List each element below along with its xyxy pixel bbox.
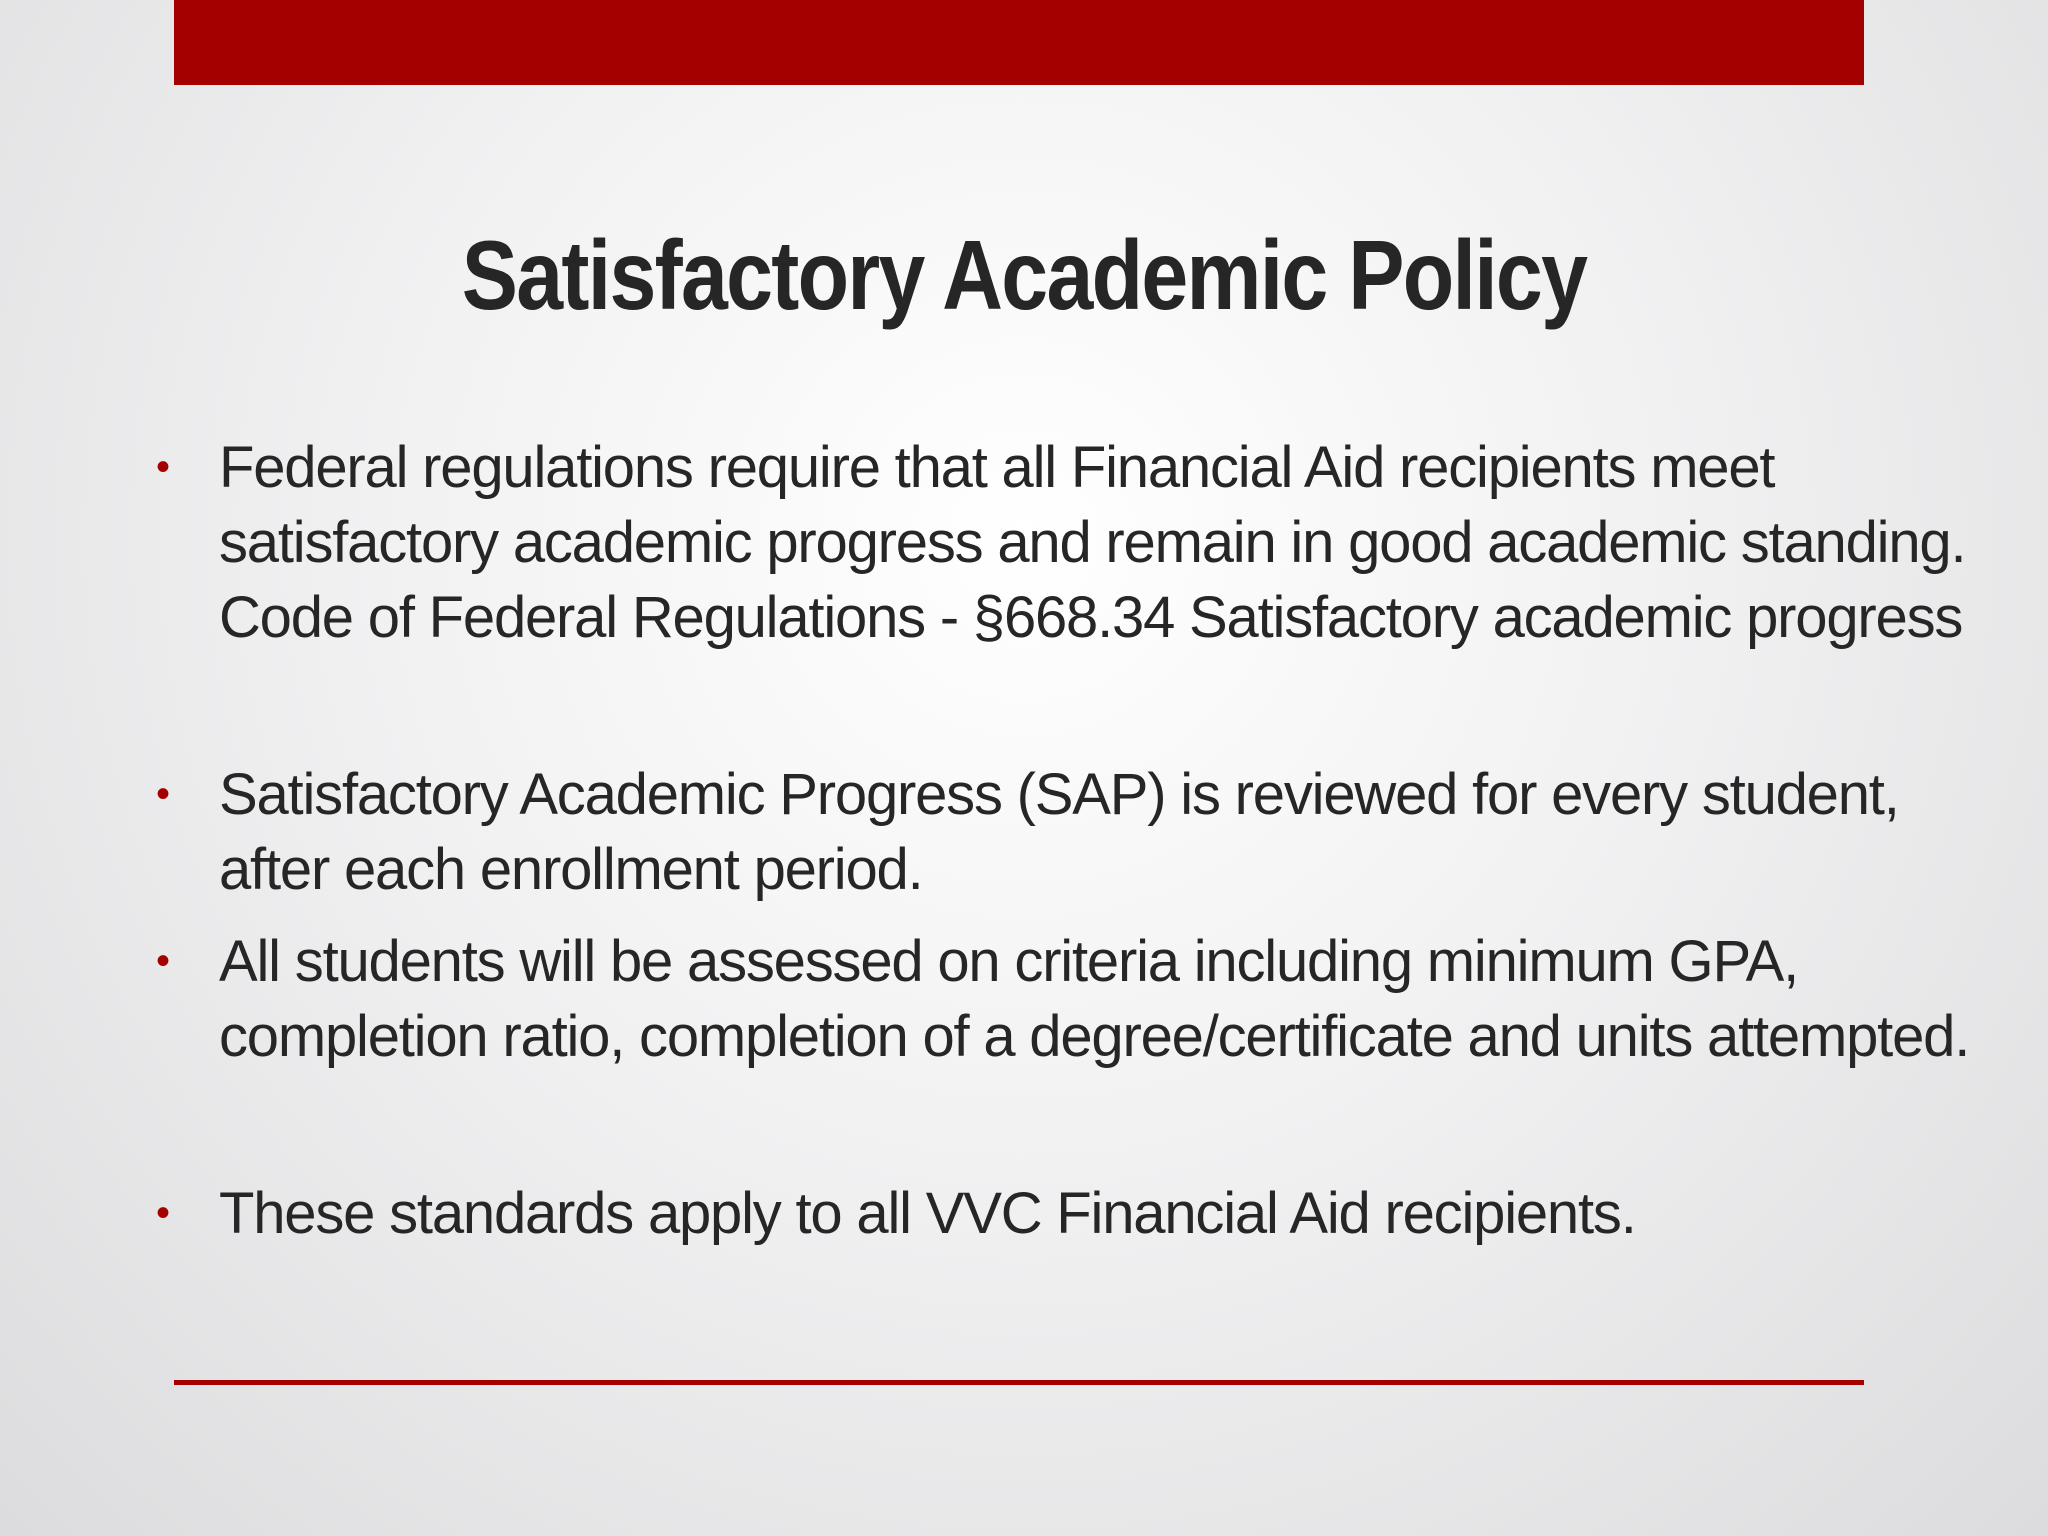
bullet-list <box>156 430 1970 1251</box>
bullet-icon: • <box>156 939 169 983</box>
bullet-text-line: Satisfactory Academic Progress (SAP) is reviewed for every student, <box>219 762 1899 827</box>
bullet-text-line: Code of Federal Regulations - §668.34 Satisfactory academic progress <box>219 585 1963 650</box>
bullet-item-1 <box>156 430 1966 655</box>
bullet-text-line: satisfactory academic progress and remain in good academic standing. <box>219 510 1966 575</box>
bullet-text-line: All students will be assessed on criteria including minimum GPA, <box>219 929 1799 994</box>
bullet-text-line: These standards apply to all VVC Financial Aid recipients. <box>219 1181 1636 1246</box>
slide-title: Satisfactory Academic Policy <box>461 220 1587 330</box>
bullet-text-line: completion ratio, completion of a degree/certificate and units attempted. <box>219 1004 1970 1069</box>
top-accent-bar <box>174 0 1864 85</box>
bullet-text-line: Federal regulations require that all Financial Aid recipients meet <box>219 435 1775 500</box>
bullet-item-3 <box>156 924 1970 1074</box>
bullet-icon: • <box>156 772 169 816</box>
bullet-text-line: after each enrollment period. <box>219 837 923 902</box>
bullet-icon: • <box>156 1191 169 1235</box>
bullet-icon: • <box>156 445 169 489</box>
bottom-accent-rule <box>174 1380 1864 1385</box>
bullet-item-4 <box>156 1176 1876 1251</box>
bullet-item-2 <box>156 757 1899 907</box>
